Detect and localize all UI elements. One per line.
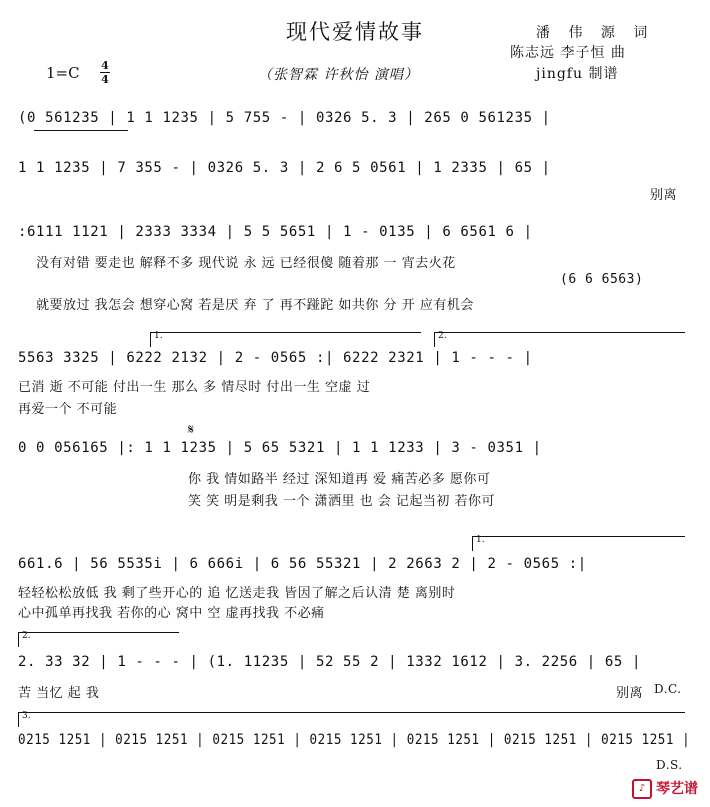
system-6-lyric-1: 轻轻松松放低 我 剩了些开心的 追 忆送走我 皆因了解之后认清 楚 离别时	[18, 586, 456, 601]
volta-2b-number: 2.	[22, 631, 31, 641]
system-3-alt-notes: (6 6 6563)	[560, 272, 644, 287]
system-3-notes: :6111 1121 | 2333 3334 | 5 5 5651 | 1 - 0135 | 6 6561 6 |	[18, 224, 533, 240]
system-4-lyric-2: 再爱一个 不可能	[18, 402, 118, 417]
dc-mark: D.C.	[654, 682, 682, 696]
system-7-end-lyric: 别离	[616, 686, 644, 701]
system-6-lyric-2: 心中孤单再找我 若你的心 窝中 空 虚再找我 不必痛	[18, 606, 325, 621]
system-6-notes: 661.6 | 56 5535i | 6 666i | 6 56 55321 | 2 2663 2 | 2 - 0565 :|	[18, 556, 587, 572]
key-signature: 1=C	[46, 64, 80, 82]
system-4-notes: 5563 3325 | 6222 2132 | 2 - 0565 :| 6222 2321 | 1 - - - |	[18, 350, 533, 366]
system-1-notes: (0 561235 | 1 1 1235 | 5 755 - | 0326 5. 3 | 265 0 561235 |	[18, 110, 551, 126]
watermark-logo-icon: ♪	[632, 779, 652, 799]
performers: （张智霖 许秋怡 演唱）	[258, 67, 419, 83]
system-3-lyric-2: 就要放过 我怎会 想穿心窝 若是厌 弃 了 再不踫跎 如共你 分 开 应有机会	[36, 298, 474, 313]
ds-mark: D.S.	[656, 758, 683, 772]
time-signature: 4 4	[101, 59, 109, 86]
system-7-lyric-1: 苦 当忆 起 我	[18, 686, 100, 701]
system-7-notes: 2. 33 32 | 1 - - - | (1. 11235 | 52 55 2 | 1332 1612 | 3. 2256 | 65 |	[18, 654, 641, 670]
beam	[34, 130, 128, 131]
volta-1-number: 1.	[154, 331, 163, 341]
system-8-notes: 0215 1251 | 0215 1251 | 0215 1251 | 0215 1251 | 0215 1251 | 0215 1251 | 0215 1251 |	[18, 732, 691, 748]
site-watermark: ♪ 琴艺谱	[632, 778, 698, 799]
system-5-notes: 0 0 056165 |: 1 1 1235 | 5 65 5321 | 1 1 1233 | 3 - 0351 |	[18, 440, 542, 456]
system-4-lyric-1: 已消 逝 不可能 付出一生 那么 多 情尽时 付出一生 空虚 过	[18, 380, 371, 395]
system-2-notes: 1 1 1235 | 7 355 - | 0326 5. 3 | 2 6 5 0561 | 1 2335 | 65 |	[18, 160, 551, 176]
system-3-lyric-1: 没有对错 要走也 解释不多 现代说 永 远 已经很傻 随着那 一 宵去火花	[36, 256, 456, 271]
arranger-credit: jingfu 制谱	[536, 66, 619, 82]
volta-2-number: 2.	[438, 331, 447, 341]
segno-sign: 𝄋	[188, 422, 195, 438]
system-5-lyric-2: 笑 笑 明是剩我 一个 潇洒里 也 会 记起当初 若你可	[188, 494, 496, 509]
volta-2-bracket	[434, 332, 685, 347]
volta-2b-bracket	[18, 632, 179, 647]
song-title: 现代爱情故事	[286, 20, 424, 44]
volta-1b-number: 1.	[476, 535, 485, 545]
system-5-lyric-1: 你 我 情如路半 经过 深知道再 爱 痛苦必多 愿你可	[188, 472, 491, 487]
lyricist-credit: 潘 伟 源 词	[536, 25, 655, 41]
volta-3-number: 3.	[22, 711, 31, 721]
volta-1-bracket	[150, 332, 421, 347]
volta-1b-bracket	[472, 536, 685, 551]
lyric-bieli: 别离	[650, 188, 678, 203]
volta-3-bracket	[18, 712, 685, 727]
composer-credit: 陈志远 李子恒 曲	[510, 45, 626, 61]
